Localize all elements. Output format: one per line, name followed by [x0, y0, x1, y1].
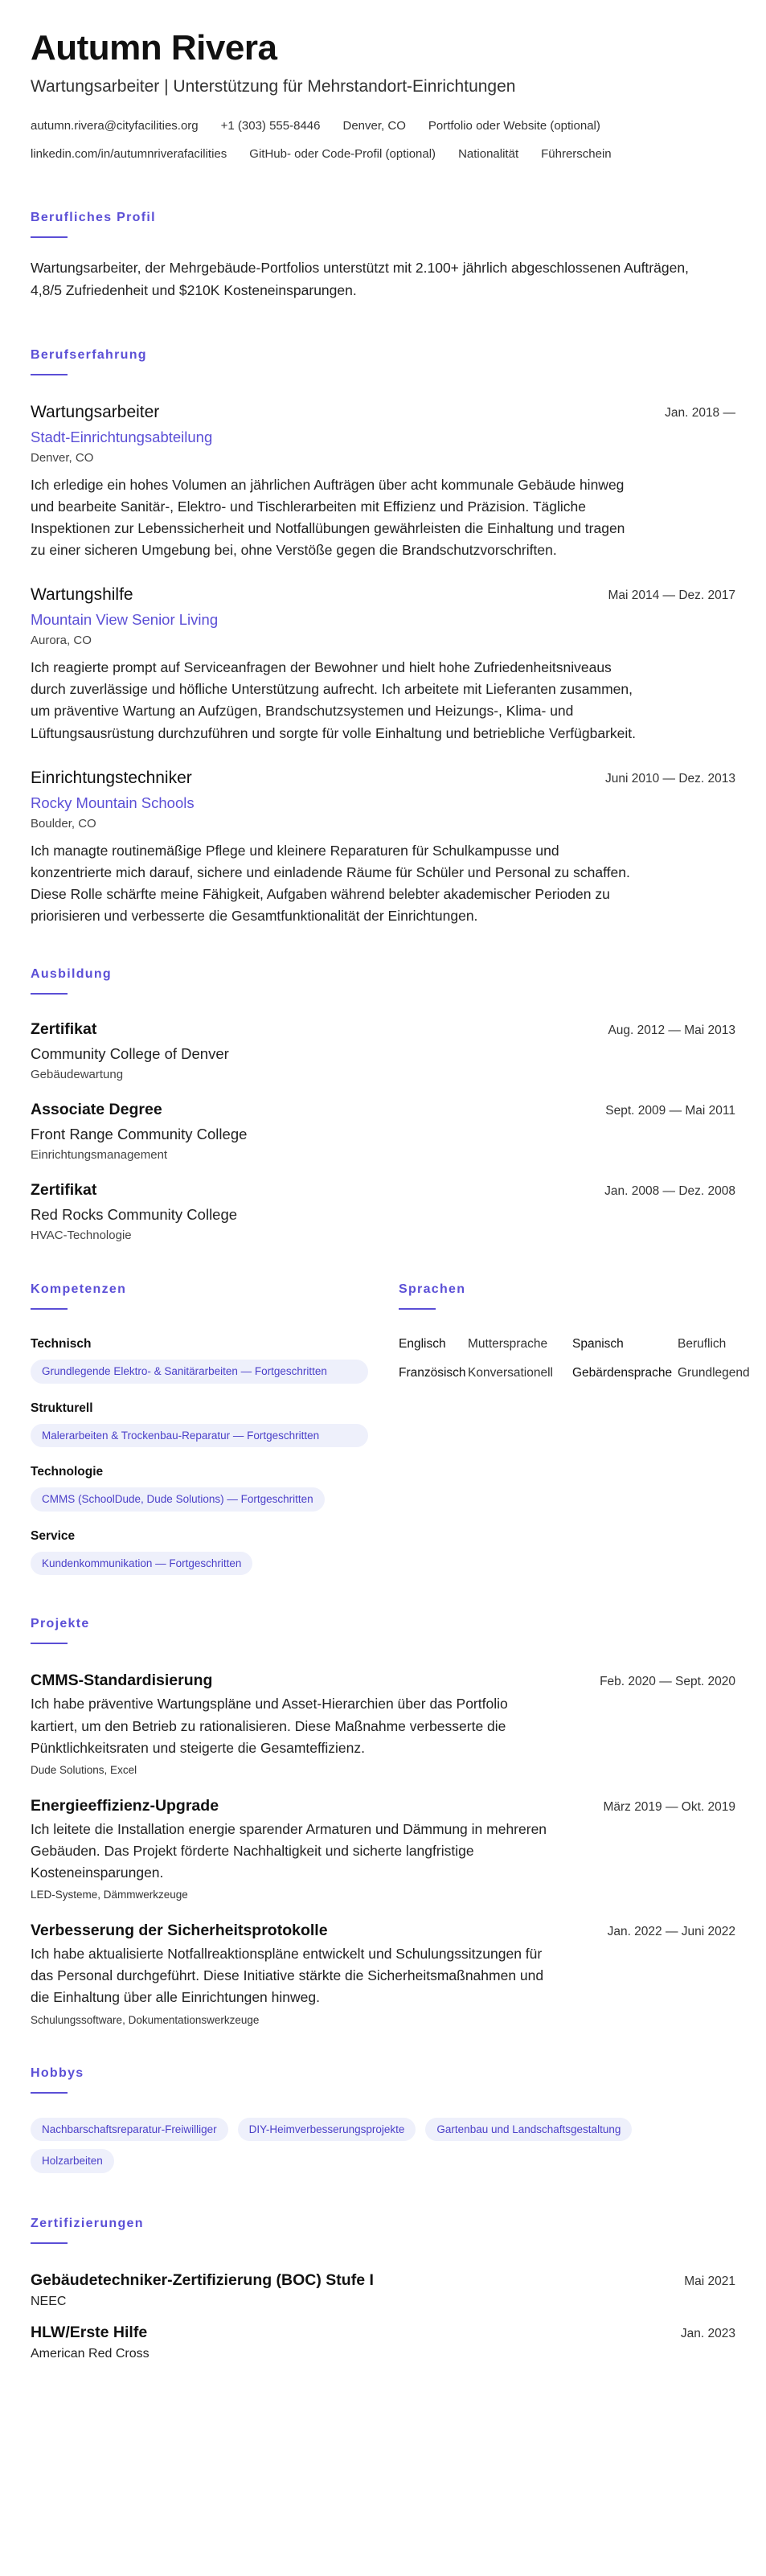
contact-portfolio[interactable]: Portfolio oder Website (optional): [428, 119, 600, 133]
job-description: Ich managte routinemäßige Pflege und kleinere Reparaturen für Schulkampusse und konzentrierte mich darauf, sichere und einladende Räume für Schüler und Personal zu schaffen. Diese Rolle schärfte meine Fähigkeit, Aufgaben während belebter akademischer Perioden zu priorisieren und verbesserte die Gesamtfunktionalität der Einrichtungen.: [31, 842, 630, 925]
skill-chip: Grundlegende Elektro- & Sanitärarbeiten — Fortgeschritten: [31, 1360, 368, 1384]
certification-date: Jan. 2023: [680, 2326, 735, 2340]
project-description: Ich leitete die Installation energie sparender Armaturen und Dämmung in mehreren Gebäuden. Das Projekt förderte Nachhaltigkeit und sicherte langfristige Kosteneinsparungen.: [31, 1820, 547, 1881]
certification-issuer: NEEC: [31, 2294, 67, 2308]
certification-issuer: American Red Cross: [31, 2346, 150, 2361]
language-level: Beruflich: [678, 1337, 727, 1352]
project-name: CMMS-Standardisierung: [31, 1672, 213, 1690]
degree-name: Zertifikat: [31, 1020, 97, 1039]
skill-category: Service: [31, 1528, 76, 1543]
language-name: Französisch: [399, 1366, 466, 1380]
skill-chip: Kundenkommunikation — Fortgeschritten: [31, 1552, 252, 1576]
project-name: Verbesserung der Sicherheitsprotokolle: [31, 1922, 328, 1940]
section-divider: [31, 1643, 68, 1644]
job-dates: Mai 2014 — Dez. 2017: [608, 589, 735, 603]
section-title: Zertifizierungen: [31, 2216, 144, 2230]
education-dates: Jan. 2008 — Dez. 2008: [604, 1184, 735, 1199]
education-entry: [31, 1181, 735, 1242]
section-divider: [31, 236, 68, 238]
school-name: Front Range Community College: [31, 1126, 248, 1143]
candidate-headline: Wartungsarbeiter | Unterstützung für Mehrstandort-Einrichtungen: [31, 77, 516, 96]
profile-section: [31, 211, 735, 301]
job-location: Boulder, CO: [31, 816, 96, 831]
employer-name: Rocky Mountain Schools: [31, 794, 195, 811]
language-name: Spanisch: [572, 1337, 624, 1352]
language-name: Gebärdensprache: [572, 1366, 673, 1380]
project-description: Ich habe präventive Wartungspläne und Asset-Hierarchien über das Portfolio kartiert, um den Betrieb zu rationalisieren. Diese Maßnahme verbesserte die Pünktlichkeitsraten und steigerte die Gesamteffizienz.: [31, 1696, 508, 1756]
languages-section: [399, 1282, 750, 1575]
education-section: [31, 967, 735, 1242]
experience-section: [31, 348, 735, 928]
job-title: Wartungsarbeiter: [31, 402, 160, 421]
certification-date: Mai 2021: [684, 2274, 735, 2288]
school-name: Red Rocks Community College: [31, 1206, 238, 1224]
job-dates: Jan. 2018 —: [665, 405, 735, 420]
project-tech: Dude Solutions, Excel: [31, 1763, 137, 1776]
project-entry: [31, 1797, 735, 1901]
contact-nationality: Nationalität: [458, 147, 519, 162]
certification-name: Gebäudetechniker-Zertifizierung (BOC) Stufe I: [31, 2270, 374, 2289]
skill-chip: CMMS (SchoolDude, Dude Solutions) — Fortgeschritten: [31, 1487, 325, 1512]
project-tech: Schulungssoftware, Dokumentationswerkzeuge: [31, 2013, 260, 2026]
contact-github[interactable]: GitHub- oder Code-Profil (optional): [249, 147, 436, 162]
employer-name: Mountain View Senior Living: [31, 611, 219, 629]
employer-name: Stadt-Einrichtungsabteilung: [31, 428, 213, 445]
education-dates: Aug. 2012 — Mai 2013: [608, 1023, 735, 1038]
contact-email[interactable]: autumn.rivera@cityfacilities.org: [31, 119, 199, 133]
experience-entry: [31, 769, 735, 928]
experience-entry: [31, 585, 735, 744]
language-row: [399, 1337, 735, 1352]
contact-license: Führerschein: [541, 147, 612, 162]
degree-name: Associate Degree: [31, 1101, 162, 1119]
education-dates: Sept. 2009 — Mai 2011: [605, 1104, 735, 1118]
section-title: Sprachen: [399, 1282, 466, 1297]
language-level: Muttersprache: [468, 1337, 548, 1352]
hobby-chip: Gartenbau und Landschaftsgestaltung: [425, 2118, 632, 2142]
job-location: Denver, CO: [31, 450, 94, 465]
language-level: Grundlegend: [678, 1366, 750, 1380]
job-description: Ich reagierte prompt auf Serviceanfragen der Bewohner und hielt hohe Zufriedenheitsniveaus durch zuverlässige und höfliche Unterstützung aufrecht. Ich arbeitete mit Lieferanten zusammen, um präventive Wartung an Aufzügen, Brandschutzsystemen und Heizungs-, Klima- und Lüftungsausrüstung durchzuführen und sorgte für volle Einhaltung und betriebliche Verfügbarkeit.: [31, 659, 636, 741]
contact-list: [31, 119, 722, 161]
project-tech: LED-Systeme, Dämmwerkzeuge: [31, 1889, 188, 1901]
section-divider: [31, 374, 68, 375]
project-name: Energieeffizienz-Upgrade: [31, 1796, 219, 1815]
section-divider: [399, 1308, 436, 1310]
skills-languages-row: [31, 1282, 750, 1575]
experience-entry: [31, 403, 735, 562]
section-title: Berufserfahrung: [31, 347, 147, 362]
section-title: Ausbildung: [31, 967, 112, 982]
certifications-section: [31, 2217, 735, 2361]
certification-entry: [31, 2324, 735, 2361]
job-title: Wartungshilfe: [31, 585, 133, 605]
section-divider: [31, 2242, 68, 2244]
section-divider: [31, 2092, 68, 2094]
project-dates: Jan. 2022 — Juni 2022: [607, 1925, 735, 1939]
job-location: Aurora, CO: [31, 634, 92, 648]
resume-header: [31, 29, 735, 161]
certification-entry: [31, 2271, 735, 2309]
skill-category: Technisch: [31, 1337, 92, 1352]
language-row: [399, 1366, 750, 1380]
contact-phone[interactable]: +1 (303) 555-8446: [220, 119, 321, 133]
section-divider: [31, 993, 68, 995]
contact-linkedin[interactable]: linkedin.com/in/autumnriverafacilities: [31, 147, 227, 162]
field-of-study: HVAC-Technologie: [31, 1229, 132, 1243]
project-entry: [31, 1922, 735, 2025]
section-divider: [31, 1308, 68, 1310]
projects-section: [31, 1617, 735, 2025]
skills-section: [31, 1282, 368, 1575]
skill-category: Technologie: [31, 1465, 104, 1479]
section-title: Projekte: [31, 1617, 90, 1631]
language-name: Englisch: [399, 1337, 446, 1352]
field-of-study: Gebäudewartung: [31, 1068, 124, 1082]
profile-summary: Wartungsarbeiter, der Mehrgebäude-Portfolios unterstützt mit 2.100+ jährlich abgeschlossenen Aufträgen, 4,8/5 Zufriedenheit und $210K Kosteneinsparungen.: [31, 260, 689, 298]
skill-category: Strukturell: [31, 1401, 93, 1415]
section-title: Berufliches Profil: [31, 211, 156, 225]
section-title: Hobbys: [31, 2065, 84, 2080]
hobby-list: [31, 2110, 722, 2173]
skill-chip: Malerarbeiten & Trockenbau-Reparatur — Fortgeschritten: [31, 1424, 368, 1448]
hobbies-section: [31, 2066, 735, 2173]
candidate-name: Autumn Rivera: [31, 28, 277, 68]
job-dates: Juni 2010 — Dez. 2013: [605, 771, 735, 786]
section-title: Kompetenzen: [31, 1282, 127, 1297]
project-description: Ich habe aktualisierte Notfallreaktionspläne entwickelt und Schulungssitzungen für das Personal durchgeführt. Diese Initiative stärkte die Sicherheitsmaßnahmen und die Einhaltung über alle Einrichtungen hinweg.: [31, 1946, 544, 2006]
certification-name: HLW/Erste Hilfe: [31, 2323, 148, 2341]
job-title: Einrichtungstechniker: [31, 768, 192, 787]
project-dates: Feb. 2020 — Sept. 2020: [600, 1675, 735, 1689]
hobby-chip: DIY-Heimverbesserungsprojekte: [238, 2118, 416, 2142]
project-entry: [31, 1672, 735, 1775]
job-description: Ich erledige ein hohes Volumen an jährlichen Aufträgen über acht kommunale Gebäude hinweg und bearbeite Sanitär-, Elektro- und Tischlerarbeiten mit Effizienz und Präzision. Tägliche Inspektionen zur Lebenssicherheit und Notfallübungen gewährleisten die Einhaltung und tragen zu einer sicheren Umgebung bei, ohne Verstöße gegen die Brandschutzvorschriften.: [31, 476, 625, 559]
hobby-chip: Holzarbeiten: [31, 2149, 114, 2173]
project-dates: März 2019 — Okt. 2019: [603, 1799, 735, 1814]
hobby-chip: Nachbarschaftsreparatur-Freiwilliger: [31, 2118, 228, 2142]
language-level: Konversationell: [468, 1366, 553, 1380]
contact-location: Denver, CO: [342, 119, 406, 133]
degree-name: Zertifikat: [31, 1181, 97, 1200]
education-entry: [31, 1020, 735, 1081]
field-of-study: Einrichtungsmanagement: [31, 1148, 168, 1163]
education-entry: [31, 1101, 735, 1162]
school-name: Community College of Denver: [31, 1045, 229, 1063]
